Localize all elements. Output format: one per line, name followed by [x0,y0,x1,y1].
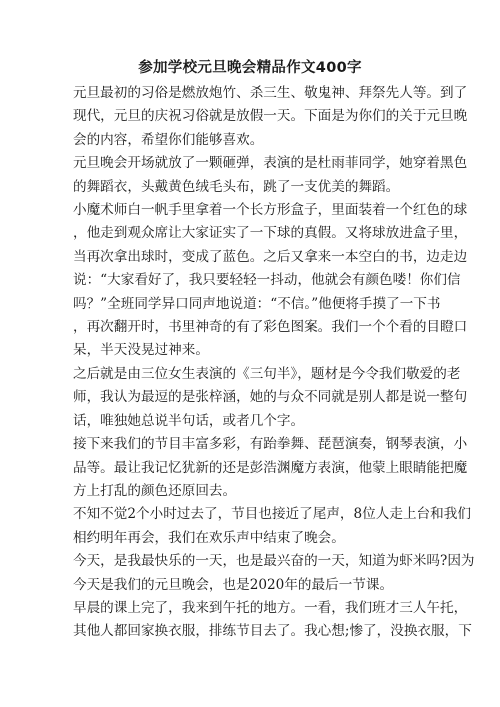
text-line: 现代，元旦的庆祝习俗就是放假一天。下面是为你们的关于元旦晚 [73,108,468,125]
paragraph [73,433,468,503]
text-line: 之后就是由三位女生表演的《三句半》，题材是今令我们敬爱的老 [73,365,461,382]
text-line: ，再次翻开时，书里神奇的有了彩色图案。我们一个个看的目瞪口 [73,319,468,336]
text-line: 呆，半天没晃过神来。 [73,342,209,359]
text-line: 师，我认为最逗的是张梓涵，她的与众不同就是别人都是说一整句 [73,389,468,406]
text-line: 早晨的课上完了，我来到午托的地方。一看，我们班才三人午托， [73,599,468,616]
text-line: 话，唯独她总说半句话，或者几个字。 [73,412,305,429]
text-line: 说：“大家看好了，我只要轻轻一抖动，他就会有颜色喽！你们信 [73,272,461,289]
text-line: 今天是我们的元旦晚会，也是2020年的最后一节课。 [73,576,394,593]
text-line: 相约明年再会，我们在欢乐声中结束了晚会。 [73,529,345,546]
paragraph [73,363,468,433]
text-line: 方上打乱的颜色还原回去。 [73,482,237,499]
text-line: 不知不觉2个小时过去了，节目也接近了尾声，8位人走上台和我们 [73,506,471,523]
text-line: 元旦最初的习俗是燃放炮竹、杀三生、敬鬼神、拜祭先人等。到了 [73,85,468,101]
paragraph [73,597,472,644]
text-line: 元旦晚会开场就放了一颗砸弹，表演的是杜雨菲同学，她穿着黑色 [73,155,468,172]
text-line: 的舞蹈衣，头戴黄色绒毛头布，跳了一支优美的舞蹈。 [73,178,400,195]
paragraph [73,503,471,550]
document-title: 参加学校元旦晚会精品作文400字 [138,60,362,76]
text-line: 会的内容，希望你们能够喜欢。 [73,131,264,148]
text-line: 今天，是我最快乐的一天，也是最兴奋的一天，知道为虾米吗?因为 [73,553,475,570]
paragraph [73,152,468,199]
paragraph [73,82,468,152]
text-line: 当再次拿出球时，变成了蓝色。之后又拿来一本空白的书，边走边 [73,248,468,265]
text-line: 品等。最让我记忆犹新的还是彭浩渊魔方表演，他蒙上眼睛能把魔 [73,459,468,476]
text-line: 小魔术师白一帆手里拿着一个长方形盒子，里面装着一个红色的球 [73,202,468,219]
paragraph [73,550,475,597]
text-line: 其他人都回家换衣服，排练节目去了。我心想;惨了，没换衣服，下 [73,623,472,640]
text-line: 吗？”全班同学异口同声地说道：“不信。”他便将手摸了一下书 [73,295,441,312]
paragraph [73,199,468,363]
text-line: ，他走到观众席让大家证实了一下球的真假。又将球放进盒子里， [73,225,468,242]
text-line: 接下来我们的节目丰富多彩，有跆拳舞、琵琶演奏，钢琴表演，小 [73,436,468,453]
document-body [73,82,475,644]
